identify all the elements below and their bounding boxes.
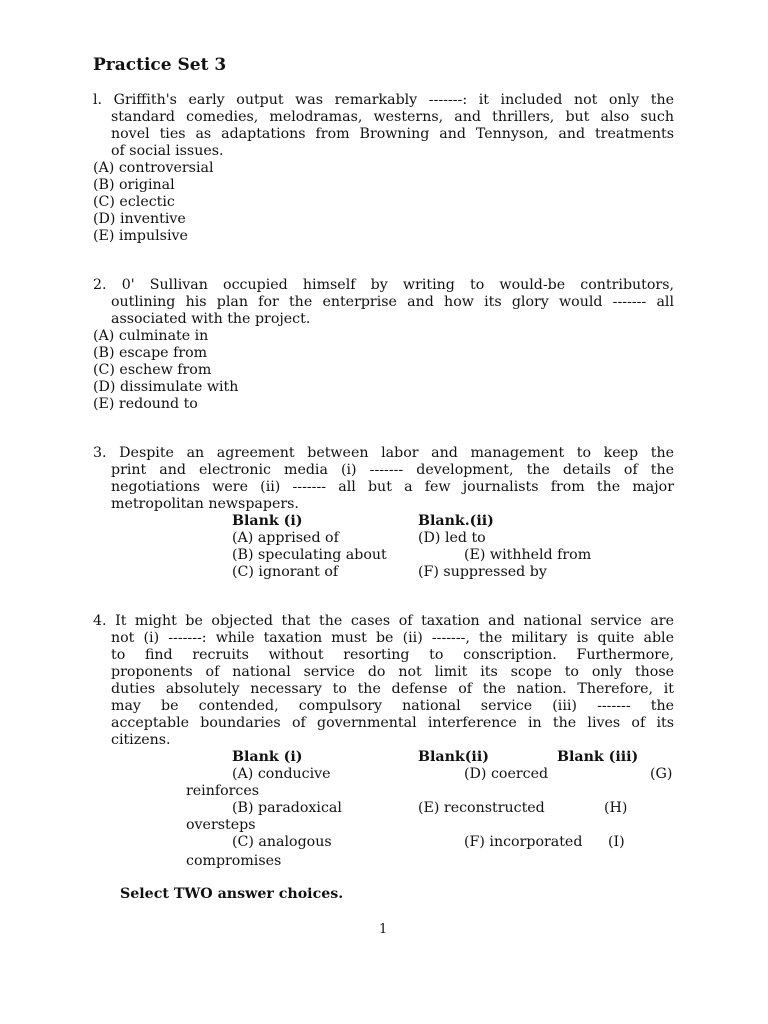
- answer-option: (E) impulsive: [93, 228, 188, 244]
- answer-option: (F) suppressed by: [418, 564, 547, 580]
- answer-option: (D) led to: [418, 530, 486, 546]
- question-text-line: l. Griffith's early output was remarkably -------: it included not only the: [93, 92, 674, 108]
- answer-option: (C) analogous: [232, 834, 332, 850]
- answer-option: (B) paradoxical: [232, 800, 342, 816]
- blank-ii-header: Blank(ii): [418, 749, 489, 765]
- blank-ii-header: Blank.(ii): [418, 513, 494, 529]
- answer-option: (E) redound to: [93, 396, 198, 412]
- question-text-line: citizens.: [111, 732, 171, 748]
- page-title: Practice Set 3: [93, 55, 227, 75]
- question-text-line: negotiations were (ii) ------- all but a few journalists from the major: [111, 479, 674, 495]
- question-text-line: metropolitan newspapers.: [111, 496, 299, 512]
- question-text-line: proponents of national service do not limit its scope to only those: [111, 664, 674, 680]
- blank-iii-header: Blank (iii): [557, 749, 639, 765]
- answer-option: (A) culminate in: [93, 328, 209, 344]
- answer-option: (D) inventive: [93, 211, 186, 227]
- question-text-line: novel ties as adaptations from Browning and Tennyson, and treatments: [111, 126, 674, 142]
- question-text-line: print and electronic media (i) ------- development, the details of the: [111, 462, 674, 478]
- answer-option: (B) speculating about: [232, 547, 387, 563]
- answer-option: (B) original: [93, 177, 175, 193]
- question-text-line: 4. It might be objected that the cases of taxation and national service are: [93, 613, 674, 629]
- answer-option-letter: (H): [604, 800, 628, 816]
- question-text-line: of social issues.: [111, 143, 224, 159]
- question-text-line: to find recruits without resorting to conscription. Furthermore,: [111, 647, 674, 663]
- page-number: 1: [379, 922, 388, 937]
- answer-option-letter: (I): [608, 834, 625, 850]
- answer-option: (A) apprised of: [232, 530, 339, 546]
- answer-option: (C) eclectic: [93, 194, 175, 210]
- question-text-line: may be contended, compulsory national service (iii) ------- the: [111, 698, 674, 714]
- answer-option-letter: (G): [650, 766, 673, 782]
- answer-option: (E) withheld from: [464, 547, 592, 563]
- question-text-line: acceptable boundaries of governmental interference in the lives of its: [111, 715, 674, 731]
- question-text-line: not (i) -------: while taxation must be (ii) -------, the military is quite able: [111, 630, 674, 646]
- answer-option: (E) reconstructed: [418, 800, 545, 816]
- answer-option: (B) escape from: [93, 345, 208, 361]
- answer-option: (D) coerced: [464, 766, 549, 782]
- question-text-line: associated with the project.: [111, 311, 311, 327]
- question-text-line: duties absolutely necessary to the defense of the nation. Therefore, it: [111, 681, 674, 697]
- question-text-line: 3. Despite an agreement between labor and management to keep the: [93, 445, 674, 461]
- question-text-line: 2. 0' Sullivan occupied himself by writing to would-be contributors,: [93, 277, 674, 293]
- blank-i-header: Blank (i): [232, 749, 303, 765]
- question-text-line: standard comedies, melodramas, westerns, and thrillers, but also such: [111, 109, 674, 125]
- answer-option: (A) controversial: [93, 160, 214, 176]
- answer-option: (F) incorporated: [464, 834, 583, 850]
- answer-option-wrap: oversteps: [186, 817, 256, 833]
- answer-option-wrap: compromises: [186, 853, 282, 869]
- answer-option: (C) eschew from: [93, 362, 212, 378]
- answer-option: (C) ignorant of: [232, 564, 339, 580]
- question-text-line: outlining his plan for the enterprise and how its glory would ------- all: [111, 294, 674, 310]
- answer-option: (A) conducive: [232, 766, 331, 782]
- answer-option: (D) dissimulate with: [93, 379, 239, 395]
- instruction-text: Select TWO answer choices.: [120, 886, 344, 902]
- answer-option-wrap: reinforces: [186, 783, 260, 799]
- blank-i-header: Blank (i): [232, 513, 303, 529]
